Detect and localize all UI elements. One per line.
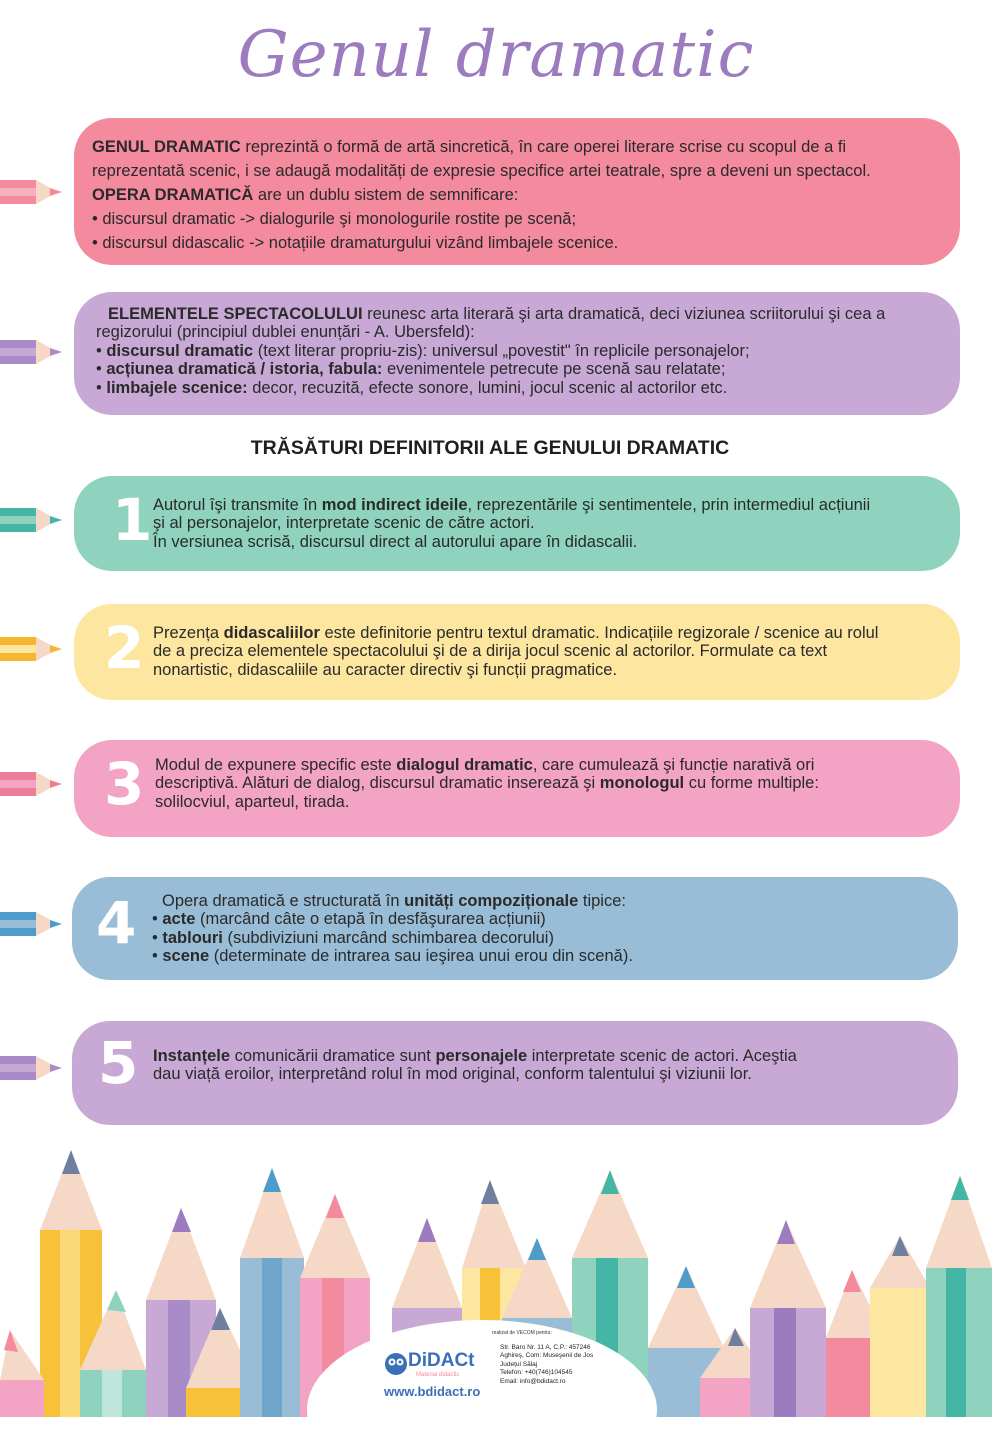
trait-text: Autorul îşi transmite în mod indirect ideile, reprezentările şi sentimentele, prin intermediul acțiunii: [153, 496, 871, 514]
publisher-website[interactable]: www.bdidact.ro: [384, 1384, 481, 1399]
yellow-pencil-icon: [0, 637, 70, 661]
trait-card-4: [72, 877, 958, 980]
intro-text: reprezintă o formă de artă sincretică, în care operei literare scrise cu scopul de a fi: [240, 138, 847, 156]
trait-card-3: [74, 740, 960, 837]
intro-bullet: • discursul dramatic -> dialogurile şi monologurile rostite pe scenă;: [92, 209, 577, 228]
trait-text: descriptivă. Alături de dialog, discursul dramatic inserează şi monologul cu forme multiple:: [155, 774, 819, 793]
intro-card: [74, 118, 960, 265]
lilac-pencil-icon: [0, 1056, 70, 1080]
trait-text: solilocviul, aparteul, tirada.: [155, 792, 350, 811]
trait-text: Prezența didascaliilor este definitorie pentru textul dramatic. Indicațiile regizorale / scenice au rolul: [153, 624, 879, 642]
trait-text: În versiunea scrisă, discursul direct al autorului apare în didascalii.: [153, 532, 638, 551]
trait-number: 1: [112, 486, 153, 554]
intro-term-opera: OPERA DRAMATICĂ: [92, 185, 254, 204]
intro-text: are un dublu sistem de semnificare:: [253, 185, 519, 204]
trait-text: şi al personajelor, interpretate scenic de către actori.: [153, 514, 535, 533]
intro-term-genul: GENUL DRAMATIC: [92, 138, 241, 156]
trait-number: 3: [104, 750, 145, 818]
publisher-logo-sub: Material didactic: [416, 1372, 460, 1378]
trait-card-1: [74, 476, 960, 571]
trait-bullet: • acte (marcând câte o etapă în desfăşurarea acțiunii): [152, 910, 546, 929]
elements-card: [74, 292, 960, 415]
publisher-made-for: realizat de VECOM pentru:: [492, 1330, 552, 1336]
elements-bullet: • discursul dramatic (text literar propriu-zis): universul „povestit" în replicile personajelor;: [96, 341, 750, 360]
elements-bullet: • limbajele scenice: decor, recuzită, efecte sonore, lumini, jocul scenic al actorilor etc.: [96, 378, 728, 397]
elements-term: ELEMENTELE SPECTACOLULUI: [108, 305, 363, 323]
trait-number: 2: [104, 614, 145, 682]
rose-pencil-icon: [0, 772, 70, 796]
trait-text: de a preciza elementele spectacolului şi de a dirija jocul scenic al actorilor. Formulate ca text: [153, 642, 828, 661]
trait-text: dau viață eroilor, interpretând rolul în mod original, conform talentului şi viziunii lor.: [153, 1065, 752, 1084]
trait-card-5: [72, 1021, 958, 1125]
trait-bullet: • scene (determinate de intrarea sau ieşirea unui erou din scenă).: [152, 947, 633, 966]
trait-number: 5: [98, 1029, 139, 1097]
mint-pencil-icon: [0, 508, 70, 532]
trait-text: nonartistic, didascaliile au caracter directiv şi funcții pragmatice.: [153, 660, 618, 679]
trait-text: Modul de expunere specific este dialogul dramatic, care cumulează şi funcție narativă ori: [155, 756, 815, 774]
blue-pencil-icon: [0, 912, 70, 936]
lilac-pencil-icon: [0, 340, 70, 364]
elements-bullet: • acțiunea dramatică / istoria, fabula: evenimentele petrecute pe scenă sau relatate;: [96, 360, 726, 379]
page-title: Genul dramatic: [237, 18, 755, 92]
publisher-address: Str. Baro Nr. 11 A, C.P.: 457246 Aghireş, Com: Museşenii de Jos Județul Sălaj Telefon: +40(746)104545 Email: info@bdidact.ro: [500, 1344, 594, 1385]
elements-text: regizorului (principiul dublei enunțări - A. Ubersfeld):: [96, 323, 475, 342]
section-title: TRĂSĂTURI DEFINITORII ALE GENULUI DRAMATIC: [250, 437, 730, 459]
publisher-badge: [318, 1322, 648, 1432]
intro-bullet: • discursul didascalic -> notațiile dramaturgului vizând limbajele scenice.: [92, 233, 619, 252]
trait-bullet: • tablouri (subdiviziuni marcând schimbarea decorului): [152, 928, 554, 947]
elements-text: reunesc arta literară şi arta dramatică, deci viziunea scriitorului şi cea a: [362, 305, 886, 323]
pink-pencil-icon: [0, 180, 70, 204]
publisher-logo: DiDACt: [408, 1350, 475, 1371]
intro-text: reprezentată scenic, i se adaugă modalități de expresie specifice artei teatrale, spre a deveni un spectacol.: [92, 161, 871, 180]
trait-text: Instanțele comunicării dramatice sunt personajele interpretate scenic de actori. Aceştia: [153, 1047, 797, 1065]
trait-number: 4: [96, 889, 137, 957]
trait-card-2: [74, 604, 960, 700]
trait-text: Opera dramatică e structurată în unități compoziționale tipice:: [162, 892, 626, 910]
owl-logo-icon: [384, 1352, 408, 1376]
